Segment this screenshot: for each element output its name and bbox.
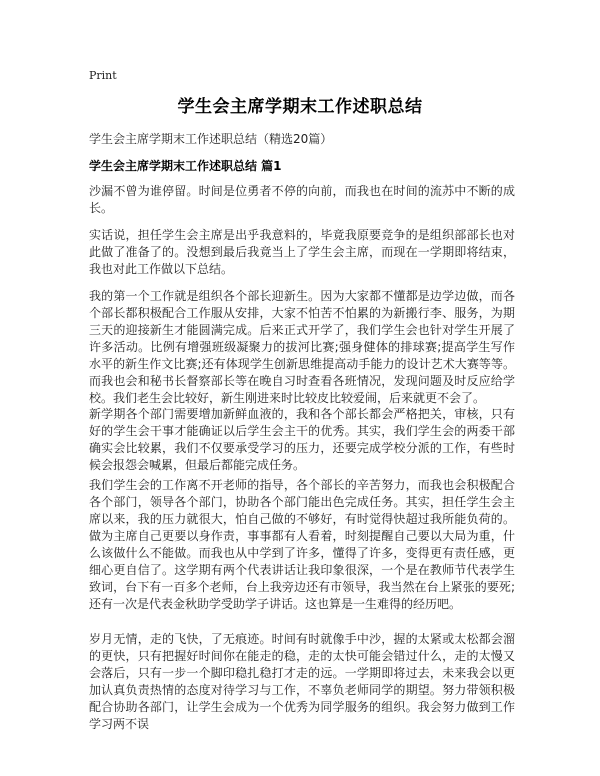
paragraph-1: 沙漏不曾为谁停留。时间是位勇者不停的向前，而我也在时间的流苏中不断的成长。 (89, 184, 515, 215)
document-subtitle: 学生会主席学期末工作述职总结（精选20篇） (89, 132, 333, 146)
paragraph-3: 我的第一个工作就是组织各个部长迎新生。因为大家都不懂都是边学边做，而各个部长都积极配合工作服从安排，大家不怕苦不怕累的为新搬行李、服务，为期三天的迎接新生才能圆满完成。后来正式开学了，我们学生会也针对学生开展了许多活动。比例有增强班级凝聚力的拔河比赛;强身健体的排球赛;提高学生写作水平的新生作文比赛;还有体现学生创新思维提高动手能力的设计艺术大赛等等。而我也会和秘书长督察部长等在晚自习时查看各班情况，发现问题及时反应给学校。我们老生会比较好，新生刚进来时比较皮比较爱闹，后来就更不会了。 (89, 289, 515, 405)
paragraph-6: 岁月无情，走的飞快，了无痕迹。时间有时就像手中沙，握的太紧或太松都会溜的更快，只有把握好时间你在能走的稳，走的太快可能会错过什么，走的太慢又会落后，只有一步一个脚印稳扎稳打才走的远。一学期即将过去，未来我会以更加认真负责热情的态度对待学习与工作，不辜负老师同学的期望。努力带领积极配合协助各部门，让学生会成为一个优秀为同学服务的组织。我会努力做到工作学习两不误 (89, 632, 515, 731)
paragraph-5: 我们学生会的工作离不开老师的指导，各个部长的辛苦努力，而我也会积极配合各个部门，领导各个部门，协助各个部门能出色完成任务。其实，担任学生会主席以来，我的压力就很大，怕自己做的不够好，有时觉得快超过我所能负荷的。做为主席自己更要以身作责，事事都有人看着，时刻提醒自己要以大局为重，什么该做什么不能做。而我也从中学到了许多，懂得了许多，变得更有责任感，更细心更自信了。这学期有两个代表讲话让我印象很深，一个是在教师节代表学生致词，台下有一百多个老师，台上我旁边还有市领导，我当然在台上紧张的要死;还有一次是代表金秋助学受助学子讲话。这也算是一生难得的经历吧。 (89, 478, 515, 611)
section-heading: 学生会主席学期末工作述职总结 篇1 (89, 159, 282, 173)
print-link[interactable]: Print (89, 69, 117, 82)
paragraph-4: 新学期各个部门需要增加新鲜血液的，我和各个部长都会严格把关，审核，只有好的学生会干事才能确证以后学生会主干的优秀。其实，我们学生会的两委干部确实会比较累，我们不仅要承受学习的压力，还要完成学校分派的工作，有些时候会报怨会喊累，但最后都能完成任务。 (89, 407, 515, 472)
paragraph-2: 实话说，担任学生会主席是出乎我意料的，毕竟我原要竞争的是组织部部长也对此做了准备了的。没想到最后我竟当上了学生会主席，而现在一学期即将结束，我也对此工作做以下总结。 (89, 228, 515, 276)
page-title: 学生会主席学期末工作述职总结 (177, 97, 423, 117)
